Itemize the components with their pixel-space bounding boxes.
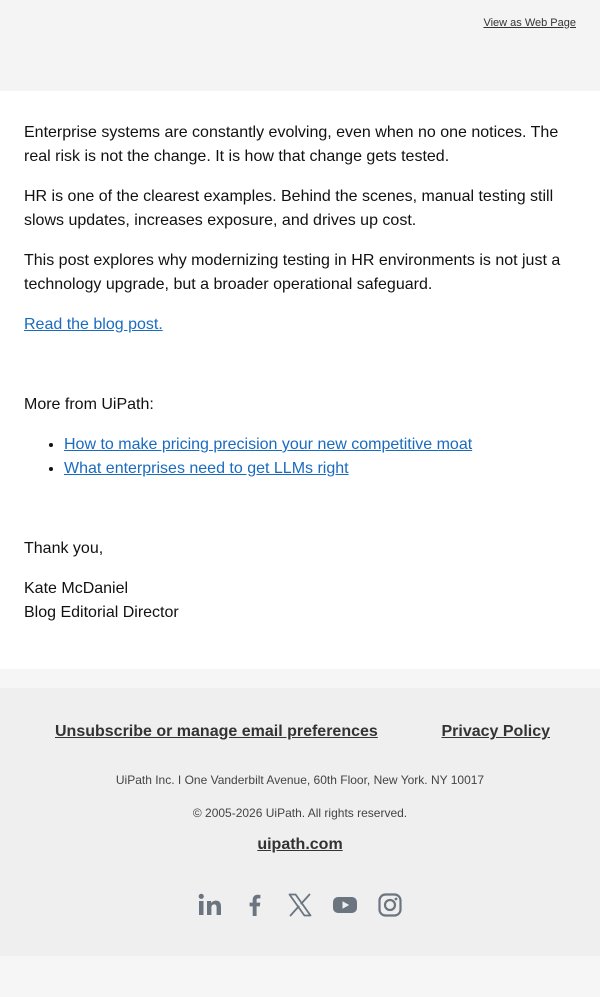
x-icon[interactable]	[287, 892, 313, 918]
footer-spacer	[0, 669, 600, 688]
copyright-text: © 2005-2026 UiPath. All rights reserved.	[192, 806, 408, 820]
list-item	[64, 457, 472, 481]
facebook-icon[interactable]	[242, 892, 268, 918]
signer-name: Kate McDaniel	[24, 580, 129, 597]
youtube-icon[interactable]	[332, 892, 358, 918]
footer-links	[0, 723, 600, 745]
llms-right-link[interactable]: What enterprises need to get LLMs right	[64, 460, 349, 477]
intro-paragraph: Enterprise systems are constantly evolving, even when no one notices. The real risk is not the change. It is how that change gets tested.	[24, 124, 559, 165]
post-summary-paragraph: This post explores why modernizing testing in HR environments is not just a technology upgrade, but a broader operational safeguard.	[24, 252, 561, 293]
signer-title: Blog Editorial Director	[24, 604, 179, 621]
unsubscribe-link[interactable]: Unsubscribe or manage email preferences	[55, 723, 378, 740]
thank-you-text: Thank you,	[24, 540, 104, 557]
view-as-web-page-link[interactable]: View as Web Page	[483, 17, 576, 29]
email-body	[0, 91, 600, 669]
read-blog-post-link[interactable]: Read the blog post.	[24, 316, 163, 333]
more-links-list	[24, 433, 472, 481]
pricing-precision-link[interactable]: How to make pricing precision your new competitive moat	[64, 436, 473, 453]
site-link-row	[0, 836, 600, 854]
bottom-spacer	[0, 956, 600, 997]
company-address: UiPath Inc. I One Vanderbilt Avenue, 60th Floor, New York. NY 10017	[115, 773, 485, 787]
preheader	[0, 0, 600, 91]
list-item	[64, 433, 472, 457]
instagram-icon[interactable]	[377, 892, 403, 918]
hr-paragraph: HR is one of the clearest examples. Behind the scenes, manual testing still slows updates, increases exposure, and drives up cost.	[24, 188, 554, 229]
social-links	[0, 892, 600, 918]
linkedin-icon[interactable]	[197, 892, 223, 918]
uipath-site-link[interactable]: uipath.com	[257, 836, 343, 853]
footer	[0, 688, 600, 956]
privacy-policy-link[interactable]: Privacy Policy	[441, 723, 550, 740]
more-from-heading: More from UiPath:	[24, 396, 154, 413]
signature	[24, 577, 179, 625]
